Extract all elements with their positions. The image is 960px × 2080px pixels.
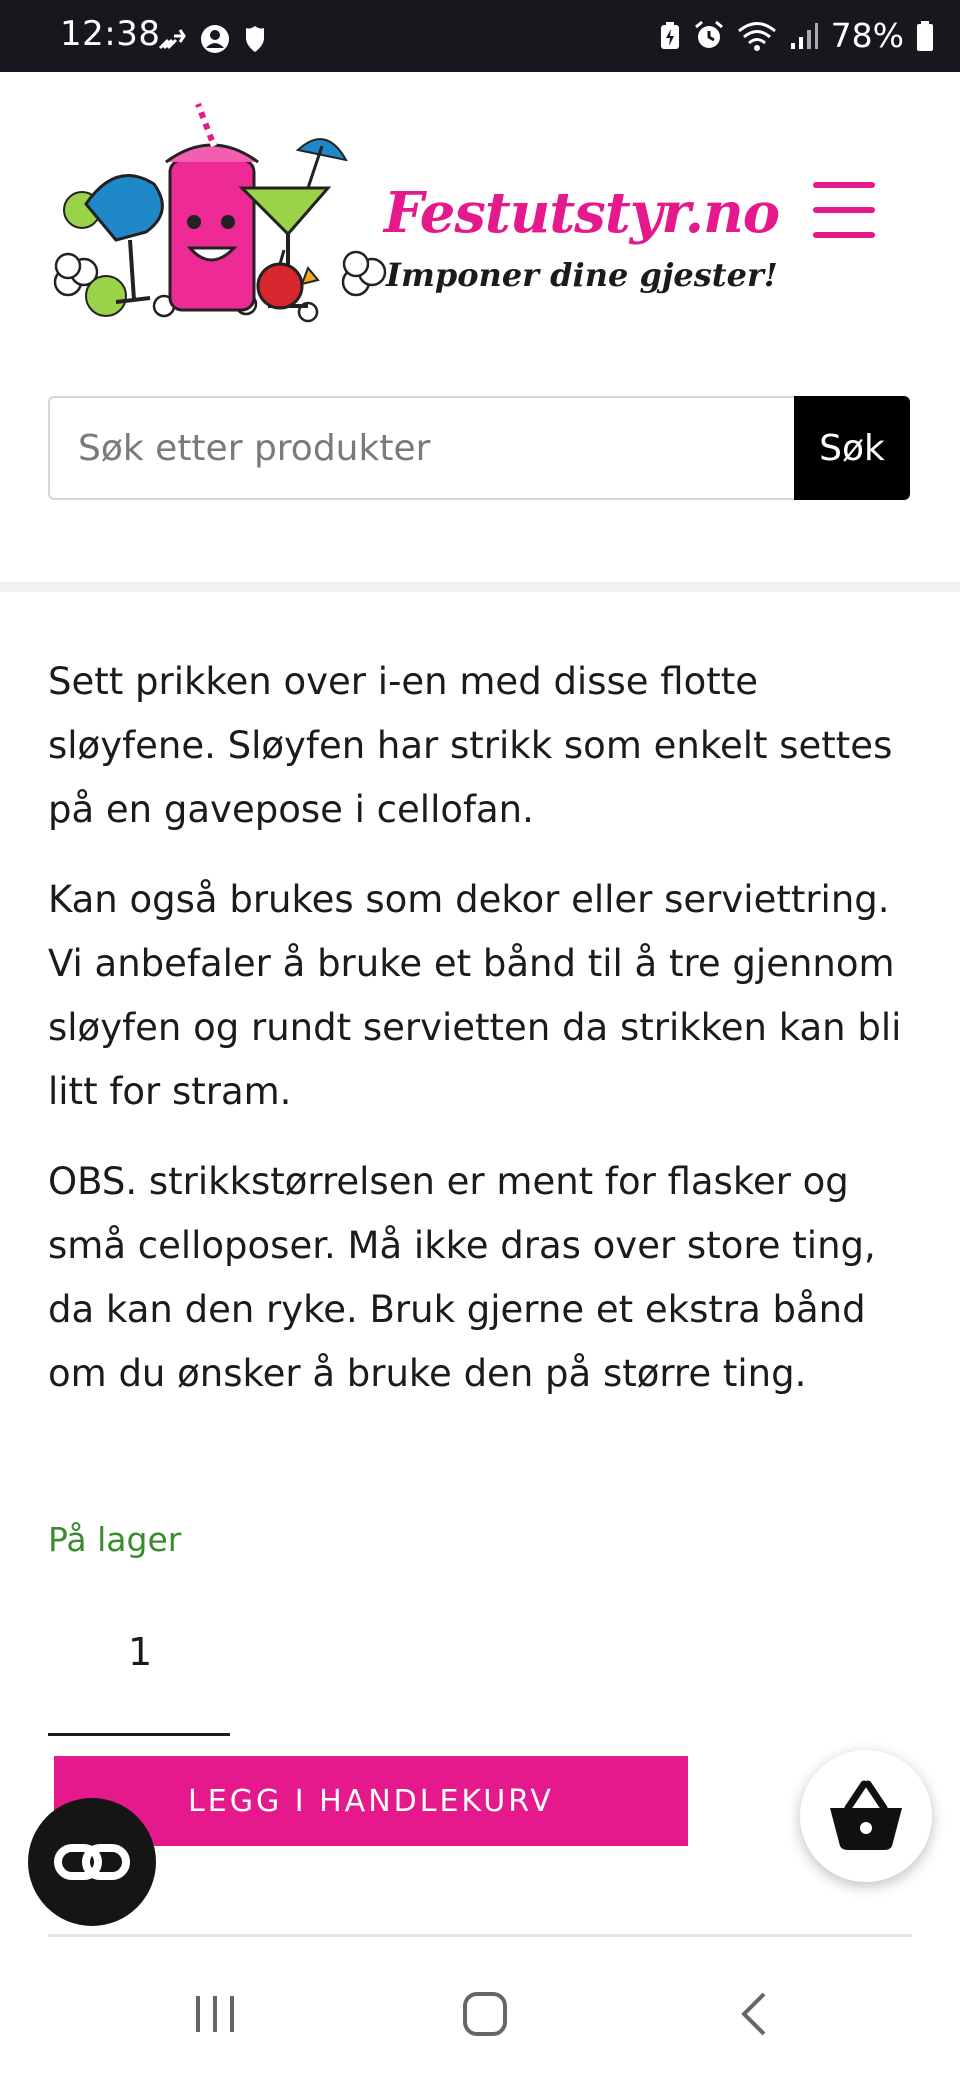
missed-call-icon (158, 26, 188, 52)
cart-button[interactable] (800, 1750, 932, 1882)
link-chat-button[interactable] (28, 1798, 156, 1926)
brand-tagline: Imponer dine gjester! (386, 256, 778, 294)
signal-icon (789, 21, 819, 51)
product-search (48, 396, 910, 504)
system-nav-bar (0, 1950, 960, 2080)
description-paragraph: Kan også brukes som dekor eller serviettring. Vi anbefaler å bruke et bånd til å tre gjennom sløyfen og rundt servietten da strikken kan bli litt for stram. (48, 878, 902, 1113)
status-right-icons (659, 16, 934, 55)
alarm-icon (693, 20, 725, 52)
quantity-input[interactable] (48, 1622, 230, 1736)
menu-bar (813, 232, 875, 238)
header-divider (0, 582, 960, 592)
quantity-value: 1 (128, 1630, 153, 1674)
add-to-cart-button[interactable]: LEGG I HANDLEKURV (54, 1756, 688, 1846)
basket-icon (800, 1750, 932, 1882)
search-input[interactable] (48, 396, 794, 500)
description-paragraph: Sett prikken over i-en med disse flotte sløyfene. Sløyfen har strikk som enkelt settes på en gavepose i cellofan. (48, 660, 893, 831)
home-icon (440, 1980, 530, 2050)
shield-icon (242, 24, 268, 54)
battery-saver-icon (659, 21, 681, 51)
recent-apps-icon (170, 1980, 260, 2050)
status-left-icons (158, 24, 268, 54)
back-button[interactable] (710, 1980, 800, 2050)
description-paragraph: OBS. strikkstørrelsen er ment for flasker og små celloposer. Må ikke dras over store ting, da kan den ryke. Bruk gjerne et ekstra bånd om du ønsker å bruke den på større ting. (48, 1160, 876, 1395)
brand-name: Festutstyr.no (384, 180, 780, 246)
menu-bar (813, 207, 875, 213)
bottom-divider (48, 1934, 912, 1937)
status-bar (0, 0, 960, 72)
status-time: 12:38 (60, 14, 161, 54)
search-button[interactable]: Søk (794, 396, 910, 500)
wifi-icon (737, 20, 777, 52)
menu-bar (813, 182, 875, 188)
home-button[interactable] (440, 1980, 530, 2050)
battery-icon (916, 20, 934, 52)
stock-status: På lager (48, 1520, 182, 1559)
hamburger-menu-button[interactable] (808, 182, 878, 240)
recent-apps-button[interactable] (170, 1980, 260, 2050)
product-description (48, 650, 918, 1432)
account-icon (200, 24, 230, 54)
link-icon (28, 1798, 156, 1926)
back-icon (710, 1980, 800, 2050)
battery-percent: 78% (830, 16, 904, 55)
site-header (0, 72, 960, 582)
